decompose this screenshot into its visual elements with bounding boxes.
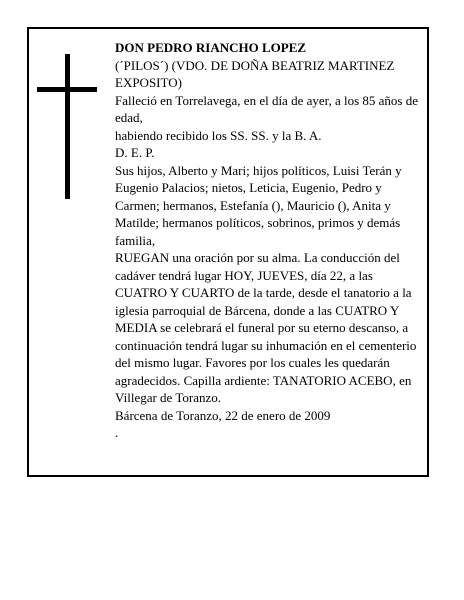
family-paragraph: Sus hijos, Alberto y Mari; hijos políticos, Luisi Terán y Eugenio Palacios; nietos, Leticia, Eugenio, Pedro y Carmen; hermanos, Estefanía (), Mauricio (), Anita y Matilde; hermanos políticos, sobrinos, primos y demás familia, [115, 162, 402, 248]
cross-vertical-bar [65, 54, 70, 199]
cross-horizontal-bar [37, 87, 97, 92]
deceased-name: DON PEDRO RIANCHO LOPEZ [115, 40, 307, 55]
trailing-mark: . [115, 425, 119, 440]
cross-icon [37, 54, 97, 199]
sacraments-line: habiendo recibido los SS. SS. y la B. A. [115, 127, 322, 143]
death-line: Falleció en Torrelavega, en el día de ayer, a los 85 años de edad, [115, 92, 418, 125]
obituary-text [115, 39, 421, 442]
rip-line: D. E. P. [115, 145, 155, 160]
alias-and-spouse: (´PILOS´) (VDO. DE DOÑA BEATRIZ MARTINEZ EXPOSITO) [115, 57, 395, 90]
request-paragraph: RUEGAN una oración por su alma. La conducción del cadáver tendrá lugar HOY, JUEVES, día 22, a las CUATRO Y CUARTO de la tarde, desde el tanatorio a la iglesia parroquial de Bárcena, donde a las CUATRO Y MEDIA se celebrará el funeral por su eterno descanso, a continuación tendrá lugar su inhumación en el cementerio del mismo lugar. Favores por los cuales les quedarán agradecidos. Capilla ardiente: TANATORIO ACEBO, en Villegar de Toranzo. [115, 250, 417, 405]
place-date-line: Bárcena de Toranzo, 22 de enero de 2009 [115, 407, 331, 423]
